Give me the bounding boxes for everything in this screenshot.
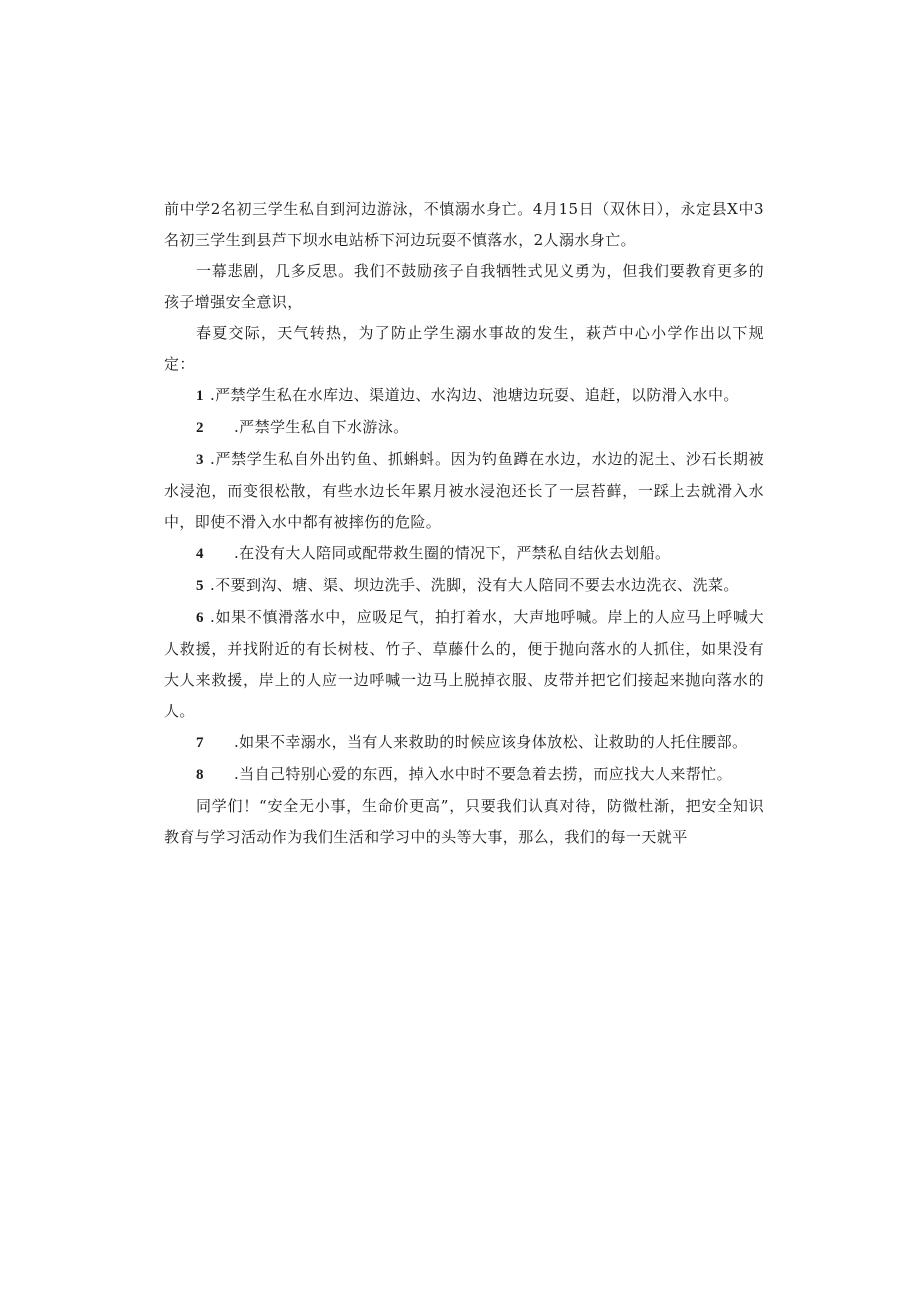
rule-number: 7 <box>196 735 204 751</box>
rule-number: 5 <box>196 578 204 594</box>
closing-paragraph: 同学们！“安全无小事，生命价更高”，只要我们认真对待，防微杜渐，把安全知识教育与学习活动作为我们生活和学习中的头等大事，那么，我们的每一天就平 <box>164 797 764 846</box>
rule-item-3 <box>164 444 764 538</box>
intro-paragraph-3: 春夏交际，天气转热，为了防止学生溺水事故的发生，萩芦中心小学作出以下规定： <box>164 324 764 373</box>
rule-number: 1 <box>196 388 204 404</box>
rule-text: .严禁学生私自下水游泳。 <box>234 418 409 436</box>
rule-text: .严禁学生私自外出钓鱼、抓蝌蚪。因为钓鱼蹲在水边，水边的泥土、沙石长期被水浸泡，而变很松散，有些水边长年累月被水浸泡还长了一层苔藓，一踩上去就滑入水中，即使不滑入水中都有被摔伤的危险。 <box>164 450 764 531</box>
intro-paragraph-1: 前中学2名初三学生私自到河边游泳，不慎溺水身亡。4月15日（双休日），永定县X中3名初三学生到县芦下坝水电站桥下河边玩耍不慎落水，2人溺水身亡。 <box>164 200 764 249</box>
rule-number: 6 <box>196 610 204 626</box>
rule-item-8 <box>164 759 764 791</box>
rule-item-2 <box>164 412 764 444</box>
rule-number: 3 <box>196 452 204 468</box>
rule-text: .不要到沟、塘、渠、坝边洗手、洗脚，没有大人陪同不要去水边洗衣、洗菜。 <box>210 576 739 594</box>
rule-item-4 <box>164 538 764 570</box>
rule-text: .严禁学生私在水库边、渠道边、水沟边、池塘边玩耍、追赶，以防滑入水中。 <box>210 386 739 404</box>
rule-text: .当自己特别心爱的东西，掉入水中时不要急着去捞，而应找大人来帮忙。 <box>234 765 732 783</box>
rule-text: .在没有大人陪同或配带救生圈的情况下，严禁私自结伙去划船。 <box>234 544 671 562</box>
document-body <box>164 194 764 853</box>
rule-text: .如果不慎滑落水中，应吸足气，拍打着水，大声地呼喊。岸上的人应马上呼喊大人救援，并找附近的有长树枝、竹子、草藤什么的，便于抛向落水的人抓住，如果没有大人来救援，岸上的人应一边呼喊一边马上脱掉衣服、皮带并把它们接起来抛向落水的人。 <box>164 608 764 720</box>
rule-text: .如果不幸溺水，当有人来救助的时候应该身体放松、让救助的人托住腰部。 <box>234 733 748 751</box>
rule-item-1 <box>164 380 764 412</box>
rule-item-6 <box>164 602 764 727</box>
rule-number: 4 <box>196 546 204 562</box>
intro-paragraph-2: 一幕悲剧，几多反思。我们不鼓励孩子自我牺牲式见义勇为，但我们要教育更多的孩子增强安全意识， <box>164 262 764 311</box>
rule-item-5 <box>164 570 764 602</box>
rule-item-7 <box>164 727 764 759</box>
rule-number: 8 <box>196 767 204 783</box>
rule-number: 2 <box>196 420 204 436</box>
